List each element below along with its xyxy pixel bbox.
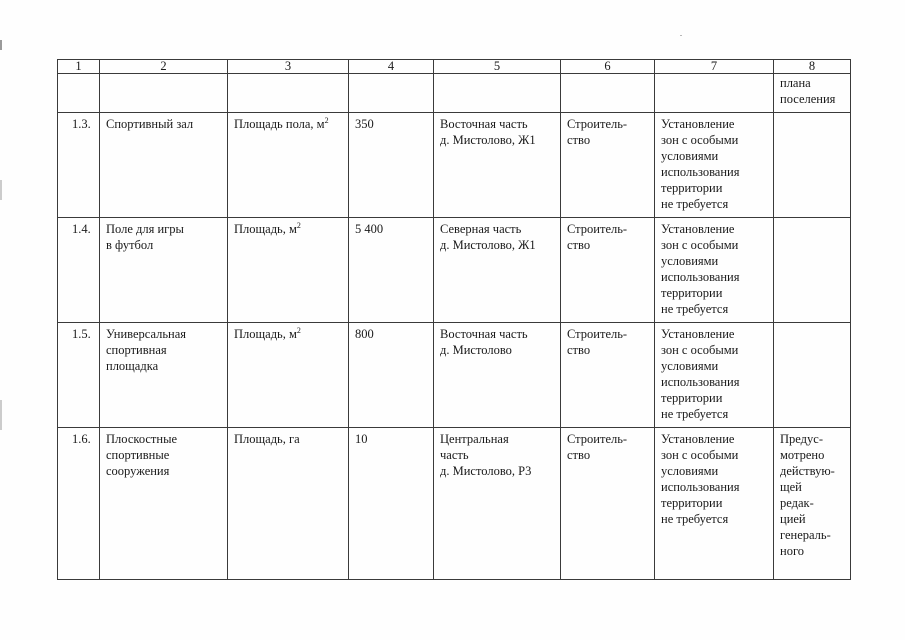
scan-edge-mark [0, 400, 2, 430]
indicator-cell [228, 323, 349, 428]
status-cell: Строитель- ство [561, 428, 655, 580]
table-cell [100, 74, 228, 113]
status-cell: Строитель- ство [561, 218, 655, 323]
data-table [57, 59, 851, 580]
note-cell: плана поселения [774, 74, 851, 113]
indicator-text: Площадь, м [234, 222, 297, 236]
column-number: 2 [100, 60, 228, 74]
table-cell [434, 74, 561, 113]
object-name: Поле для игры в футбол [100, 218, 228, 323]
indicator-text: Площадь, м [234, 327, 297, 341]
table-row [58, 323, 851, 428]
column-number: 5 [434, 60, 561, 74]
value-cell: 800 [349, 323, 434, 428]
table-cell [561, 74, 655, 113]
row-number: 1.3. [58, 113, 100, 218]
object-name: Универсальная спортивная площадка [100, 323, 228, 428]
note-cell: Предус- мотрено действую- щей редак- цией генераль- ного [774, 428, 851, 580]
note-cell [774, 218, 851, 323]
table-cell [58, 74, 100, 113]
location-cell: Центральная часть д. Мистолово, Р3 [434, 428, 561, 580]
note-cell [774, 113, 851, 218]
object-name: Спортивный зал [100, 113, 228, 218]
row-number: 1.5. [58, 323, 100, 428]
zones-cell: Установление зон с особыми условиями использования территории не требуется [655, 323, 774, 428]
note-cell [774, 323, 851, 428]
indicator-cell [228, 218, 349, 323]
location-cell: Восточная часть д. Мистолово, Ж1 [434, 113, 561, 218]
location-cell: Северная часть д. Мистолово, Ж1 [434, 218, 561, 323]
unit-superscript: 2 [324, 115, 329, 125]
row-number: 1.4. [58, 218, 100, 323]
table-row [58, 113, 851, 218]
table-cell [655, 74, 774, 113]
indicator-cell [228, 113, 349, 218]
object-name: Плоскостные спортивные сооружения [100, 428, 228, 580]
table-cell [349, 74, 434, 113]
zones-cell: Установление зон с особыми условиями использования территории не требуется [655, 113, 774, 218]
status-cell: Строитель- ство [561, 113, 655, 218]
indicator-cell [228, 428, 349, 580]
column-number: 7 [655, 60, 774, 74]
status-cell: Строитель- ство [561, 323, 655, 428]
column-number: 3 [228, 60, 349, 74]
zones-cell: Установление зон с особыми условиями использования территории не требуется [655, 218, 774, 323]
scan-edge-mark [0, 40, 2, 50]
indicator-text: Площадь, га [234, 432, 300, 446]
indicator-text: Площадь пола, м [234, 117, 325, 131]
table-cell [228, 74, 349, 113]
value-cell: 5 400 [349, 218, 434, 323]
table-row [58, 218, 851, 323]
scan-edge-mark [0, 180, 2, 200]
column-number: 1 [58, 60, 100, 74]
column-number: 4 [349, 60, 434, 74]
unit-superscript: 2 [296, 325, 301, 335]
column-number: 6 [561, 60, 655, 74]
row-number: 1.6. [58, 428, 100, 580]
table-row [58, 428, 851, 580]
continuation-row [58, 74, 851, 113]
value-cell: 10 [349, 428, 434, 580]
location-cell: Восточная часть д. Мистолово [434, 323, 561, 428]
column-number: 8 [774, 60, 851, 74]
scan-dust [680, 35, 682, 36]
column-number-row [58, 60, 851, 74]
unit-superscript: 2 [296, 220, 301, 230]
zones-cell: Установление зон с особыми условиями использования территории не требуется [655, 428, 774, 580]
value-cell: 350 [349, 113, 434, 218]
